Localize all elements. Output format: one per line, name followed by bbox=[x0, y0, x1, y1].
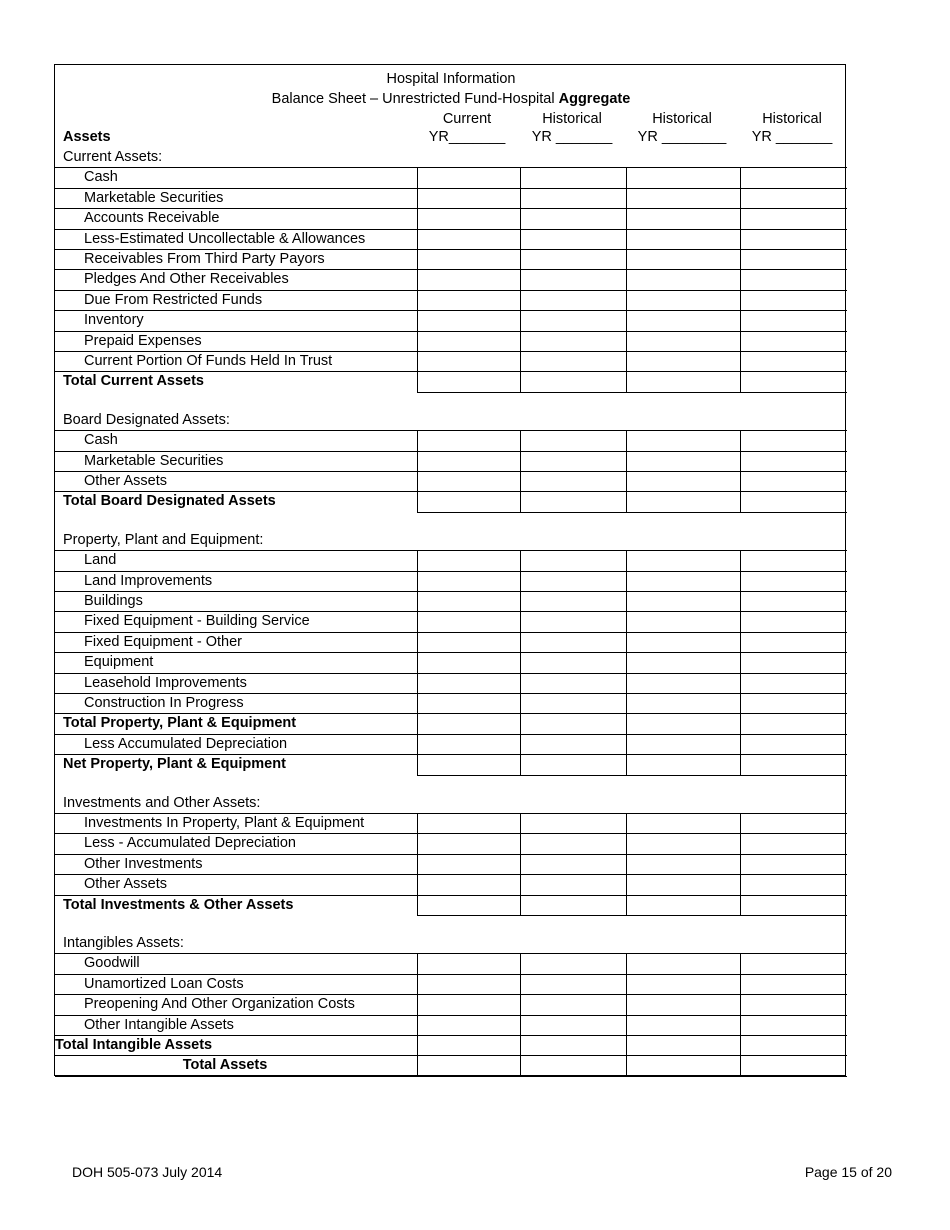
line-item-label: Fixed Equipment - Building Service bbox=[84, 613, 310, 630]
column-divider bbox=[626, 813, 627, 915]
amount-cell[interactable] bbox=[418, 270, 519, 288]
amount-cell[interactable] bbox=[418, 431, 519, 449]
line-item-label: Other Assets bbox=[84, 473, 168, 489]
amount-cell[interactable] bbox=[627, 896, 739, 914]
amount-cell[interactable] bbox=[627, 714, 739, 732]
form-id: DOH 505-073 July 2014 bbox=[72, 1164, 223, 1180]
section-total-label: Total Current Assets bbox=[63, 373, 204, 390]
amount-cell[interactable] bbox=[418, 1036, 519, 1054]
amount-cell[interactable] bbox=[521, 1036, 625, 1054]
amount-cell[interactable] bbox=[521, 332, 625, 350]
amount-cell[interactable] bbox=[521, 954, 625, 972]
amount-cell[interactable] bbox=[521, 592, 625, 610]
amount-cell[interactable] bbox=[741, 1016, 846, 1034]
section-heading: Board Designated Assets: bbox=[63, 411, 230, 428]
amount-cell[interactable] bbox=[627, 612, 739, 630]
amount-cell[interactable] bbox=[627, 755, 739, 773]
amount-cell[interactable] bbox=[627, 270, 739, 288]
amount-cell[interactable] bbox=[627, 653, 739, 671]
amount-cell[interactable] bbox=[627, 995, 739, 1013]
amount-cell[interactable] bbox=[741, 735, 846, 753]
section-heading: Property, Plant and Equipment: bbox=[63, 531, 264, 548]
line-item-label: Land bbox=[84, 552, 117, 569]
amount-cell[interactable] bbox=[521, 352, 625, 370]
amount-cell[interactable] bbox=[521, 270, 625, 288]
amount-cell[interactable] bbox=[627, 834, 739, 852]
assets-column-label: Assets bbox=[63, 129, 111, 145]
amount-cell[interactable] bbox=[627, 592, 739, 610]
row-divider bbox=[417, 775, 847, 776]
amount-cell[interactable] bbox=[418, 694, 519, 712]
amount-cell[interactable] bbox=[521, 875, 625, 893]
amount-cell[interactable] bbox=[418, 755, 519, 773]
column-divider bbox=[417, 953, 418, 1075]
column-divider bbox=[740, 430, 741, 512]
amount-cell[interactable] bbox=[521, 674, 625, 692]
amount-cell[interactable] bbox=[521, 834, 625, 852]
column-divider bbox=[417, 550, 418, 774]
line-item-label: Less-Estimated Uncollectable & Allowances bbox=[84, 230, 366, 247]
amount-cell[interactable] bbox=[741, 431, 846, 449]
column-year-field-2[interactable]: YR _______ bbox=[531, 129, 613, 145]
amount-cell[interactable] bbox=[521, 372, 625, 390]
column-header-1: Current bbox=[442, 111, 492, 127]
amount-cell[interactable] bbox=[521, 653, 625, 671]
section-total-label: Total Board Designated Assets bbox=[63, 493, 276, 510]
line-item-label: Equipment bbox=[84, 654, 154, 671]
column-divider bbox=[740, 813, 741, 915]
line-item-label: Cash bbox=[84, 169, 118, 186]
column-divider bbox=[520, 953, 521, 1075]
amount-cell[interactable] bbox=[627, 814, 739, 832]
amount-cell[interactable] bbox=[521, 814, 625, 832]
amount-cell[interactable] bbox=[741, 452, 846, 470]
section-total-label: Total Intangible Assets bbox=[55, 1037, 213, 1053]
amount-cell[interactable] bbox=[627, 168, 739, 186]
amount-cell[interactable] bbox=[741, 755, 846, 773]
amount-cell[interactable] bbox=[418, 291, 519, 309]
amount-cell[interactable] bbox=[741, 674, 846, 692]
amount-cell[interactable] bbox=[627, 551, 739, 569]
column-divider bbox=[626, 430, 627, 512]
column-divider bbox=[740, 550, 741, 774]
form-title: Hospital Information bbox=[386, 71, 516, 87]
column-year-field-4[interactable]: YR _______ bbox=[751, 129, 833, 145]
column-divider bbox=[520, 167, 521, 391]
column-year-field-1[interactable]: YR_______ bbox=[428, 129, 506, 145]
amount-cell[interactable] bbox=[741, 551, 846, 569]
amount-cell[interactable] bbox=[741, 633, 846, 651]
amount-cell[interactable] bbox=[521, 189, 625, 207]
amount-cell[interactable] bbox=[418, 189, 519, 207]
column-header-4: Historical bbox=[762, 111, 822, 127]
column-year-field-3[interactable]: YR ________ bbox=[637, 129, 727, 145]
line-item-label: Marketable Securities bbox=[84, 189, 224, 206]
line-item-label: Less Accumulated Depreciation bbox=[84, 735, 288, 752]
amount-cell[interactable] bbox=[741, 1056, 846, 1074]
amount-cell[interactable] bbox=[627, 735, 739, 753]
line-item-label: Due From Restricted Funds bbox=[84, 291, 263, 308]
amount-cell[interactable] bbox=[627, 572, 739, 590]
amount-cell[interactable] bbox=[627, 352, 739, 370]
amount-cell[interactable] bbox=[418, 230, 519, 248]
section-heading: Intangibles Assets: bbox=[63, 935, 184, 951]
amount-cell[interactable] bbox=[627, 452, 739, 470]
column-divider bbox=[417, 167, 418, 391]
amount-cell[interactable] bbox=[521, 209, 625, 227]
amount-cell[interactable] bbox=[741, 230, 846, 248]
amount-cell[interactable] bbox=[741, 332, 846, 350]
amount-cell[interactable] bbox=[741, 209, 846, 227]
line-item-label: Other Investments bbox=[84, 855, 203, 872]
form-subtitle bbox=[55, 89, 847, 109]
row-divider bbox=[417, 512, 847, 513]
column-divider bbox=[626, 167, 627, 391]
amount-cell[interactable] bbox=[521, 311, 625, 329]
row-divider bbox=[417, 392, 847, 393]
amount-cell[interactable] bbox=[741, 954, 846, 972]
line-item-label: Construction In Progress bbox=[84, 695, 244, 711]
amount-cell[interactable] bbox=[418, 472, 519, 490]
amount-cell[interactable] bbox=[627, 311, 739, 329]
column-header-2: Historical bbox=[542, 111, 602, 127]
amount-cell[interactable] bbox=[741, 168, 846, 186]
amount-cell[interactable] bbox=[418, 653, 519, 671]
amount-cell[interactable] bbox=[627, 332, 739, 350]
column-divider bbox=[520, 430, 521, 512]
amount-cell[interactable] bbox=[741, 875, 846, 893]
column-divider bbox=[626, 953, 627, 1075]
line-item-label: Current Portion Of Funds Held In Trust bbox=[84, 353, 333, 369]
amount-cell[interactable] bbox=[627, 372, 739, 390]
amount-cell[interactable] bbox=[418, 834, 519, 852]
amount-cell[interactable] bbox=[418, 572, 519, 590]
amount-cell[interactable] bbox=[521, 755, 625, 773]
grand-total-label: Total Assets bbox=[182, 1057, 268, 1074]
amount-cell[interactable] bbox=[741, 975, 846, 993]
line-item-label: Accounts Receivable bbox=[84, 210, 220, 227]
amount-cell[interactable] bbox=[521, 1056, 625, 1074]
amount-cell[interactable] bbox=[627, 1056, 739, 1074]
amount-cell[interactable] bbox=[741, 694, 846, 712]
amount-cell[interactable] bbox=[627, 975, 739, 993]
amount-cell[interactable] bbox=[418, 1016, 519, 1034]
amount-cell[interactable] bbox=[627, 431, 739, 449]
amount-cell[interactable] bbox=[521, 855, 625, 873]
amount-cell[interactable] bbox=[418, 209, 519, 227]
amount-cell[interactable] bbox=[418, 714, 519, 732]
amount-cell[interactable] bbox=[521, 612, 625, 630]
amount-cell[interactable] bbox=[741, 372, 846, 390]
amount-cell[interactable] bbox=[521, 168, 625, 186]
amount-cell[interactable] bbox=[418, 352, 519, 370]
amount-cell[interactable] bbox=[741, 250, 846, 268]
amount-cell[interactable] bbox=[418, 372, 519, 390]
amount-cell[interactable] bbox=[418, 995, 519, 1013]
line-item-label: Fixed Equipment - Other bbox=[84, 633, 242, 650]
amount-cell[interactable] bbox=[627, 855, 739, 873]
line-item-label: Preopening And Other Organization Costs bbox=[84, 996, 355, 1013]
amount-cell[interactable] bbox=[627, 954, 739, 972]
line-item-label: Goodwill bbox=[84, 955, 140, 972]
amount-cell[interactable] bbox=[521, 633, 625, 651]
amount-cell[interactable] bbox=[741, 1036, 846, 1054]
amount-cell[interactable] bbox=[741, 834, 846, 852]
amount-cell[interactable] bbox=[627, 230, 739, 248]
column-divider bbox=[520, 550, 521, 774]
row-divider bbox=[417, 915, 847, 916]
amount-cell[interactable] bbox=[521, 492, 625, 510]
column-divider bbox=[626, 550, 627, 774]
line-item-label: Other Intangible Assets bbox=[84, 1016, 234, 1033]
section-heading: Investments and Other Assets: bbox=[63, 794, 261, 811]
amount-cell[interactable] bbox=[741, 352, 846, 370]
amount-cell[interactable] bbox=[521, 431, 625, 449]
amount-cell[interactable] bbox=[521, 694, 625, 712]
line-item-label: Inventory bbox=[84, 312, 144, 329]
amount-cell[interactable] bbox=[418, 492, 519, 510]
amount-cell[interactable] bbox=[418, 250, 519, 268]
amount-cell[interactable] bbox=[521, 1016, 625, 1034]
line-item-label: Marketable Securities bbox=[84, 452, 224, 469]
amount-cell[interactable] bbox=[627, 633, 739, 651]
amount-cell[interactable] bbox=[521, 975, 625, 993]
amount-cell[interactable] bbox=[741, 855, 846, 873]
amount-cell[interactable] bbox=[418, 592, 519, 610]
section-total-label: Total Property, Plant & Equipment bbox=[63, 715, 297, 732]
amount-cell[interactable] bbox=[741, 291, 846, 309]
line-item-label: Buildings bbox=[84, 593, 143, 609]
amount-cell[interactable] bbox=[627, 189, 739, 207]
amount-cell[interactable] bbox=[521, 896, 625, 914]
column-divider bbox=[740, 167, 741, 391]
amount-cell[interactable] bbox=[627, 209, 739, 227]
amount-cell[interactable] bbox=[627, 291, 739, 309]
amount-cell[interactable] bbox=[741, 714, 846, 732]
amount-cell[interactable] bbox=[627, 1016, 739, 1034]
amount-cell[interactable] bbox=[741, 270, 846, 288]
amount-cell[interactable] bbox=[418, 1056, 519, 1074]
line-item-label: Other Assets bbox=[84, 876, 168, 893]
amount-cell[interactable] bbox=[741, 572, 846, 590]
column-divider bbox=[417, 430, 418, 512]
section-heading: Current Assets: bbox=[63, 149, 163, 165]
amount-cell[interactable] bbox=[418, 332, 519, 350]
line-item-label: Investments In Property, Plant & Equipment bbox=[84, 815, 365, 831]
line-item-label: Receivables From Third Party Payors bbox=[84, 251, 325, 267]
amount-cell[interactable] bbox=[741, 311, 846, 329]
amount-cell[interactable] bbox=[627, 694, 739, 712]
amount-cell[interactable] bbox=[627, 472, 739, 490]
amount-cell[interactable] bbox=[521, 714, 625, 732]
amount-cell[interactable] bbox=[418, 735, 519, 753]
amount-cell[interactable] bbox=[521, 572, 625, 590]
amount-cell[interactable] bbox=[741, 896, 846, 914]
section-total-label: Total Investments & Other Assets bbox=[63, 896, 294, 913]
amount-cell[interactable] bbox=[521, 995, 625, 1013]
amount-cell[interactable] bbox=[418, 875, 519, 893]
amount-cell[interactable] bbox=[741, 653, 846, 671]
net-total-label: Net Property, Plant & Equipment bbox=[63, 756, 286, 773]
amount-cell[interactable] bbox=[741, 189, 846, 207]
amount-cell[interactable] bbox=[627, 875, 739, 893]
line-item-label: Leasehold Improvements bbox=[84, 674, 247, 691]
amount-cell[interactable] bbox=[418, 954, 519, 972]
amount-cell[interactable] bbox=[741, 814, 846, 832]
amount-cell[interactable] bbox=[521, 291, 625, 309]
line-item-label: Unamortized Loan Costs bbox=[84, 975, 244, 992]
balance-sheet-table bbox=[54, 64, 846, 1076]
line-item-label: Less - Accumulated Depreciation bbox=[84, 835, 296, 852]
amount-cell[interactable] bbox=[418, 855, 519, 873]
line-item-label: Cash bbox=[84, 432, 118, 449]
amount-cell[interactable] bbox=[418, 452, 519, 470]
amount-cell[interactable] bbox=[521, 250, 625, 268]
row-divider bbox=[55, 1076, 847, 1077]
amount-cell[interactable] bbox=[418, 814, 519, 832]
amount-cell[interactable] bbox=[418, 168, 519, 186]
amount-cell[interactable] bbox=[521, 230, 625, 248]
amount-cell[interactable] bbox=[627, 674, 739, 692]
amount-cell[interactable] bbox=[521, 472, 625, 490]
amount-cell[interactable] bbox=[418, 311, 519, 329]
amount-cell[interactable] bbox=[418, 633, 519, 651]
column-divider bbox=[520, 813, 521, 915]
amount-cell[interactable] bbox=[627, 1036, 739, 1054]
amount-cell[interactable] bbox=[521, 452, 625, 470]
page-number: Page 15 of 20 bbox=[804, 1164, 892, 1180]
line-item-label: Prepaid Expenses bbox=[84, 332, 202, 349]
subtitle-bold: Aggregate bbox=[558, 91, 631, 107]
amount-cell[interactable] bbox=[418, 612, 519, 630]
line-item-label: Land Improvements bbox=[84, 572, 213, 589]
amount-cell[interactable] bbox=[741, 592, 846, 610]
amount-cell[interactable] bbox=[627, 492, 739, 510]
amount-cell[interactable] bbox=[741, 995, 846, 1013]
amount-cell[interactable] bbox=[521, 735, 625, 753]
amount-cell[interactable] bbox=[741, 612, 846, 630]
amount-cell[interactable] bbox=[418, 551, 519, 569]
column-header-3: Historical bbox=[652, 111, 712, 127]
amount-cell[interactable] bbox=[741, 472, 846, 490]
amount-cell[interactable] bbox=[418, 896, 519, 914]
amount-cell[interactable] bbox=[521, 551, 625, 569]
subtitle-text: Balance Sheet – Unrestricted Fund-Hospital bbox=[271, 91, 559, 107]
column-divider bbox=[740, 953, 741, 1075]
amount-cell[interactable] bbox=[418, 674, 519, 692]
amount-cell[interactable] bbox=[418, 975, 519, 993]
amount-cell[interactable] bbox=[741, 492, 846, 510]
line-item-label: Pledges And Other Receivables bbox=[84, 271, 289, 288]
amount-cell[interactable] bbox=[627, 250, 739, 268]
column-divider bbox=[417, 813, 418, 915]
